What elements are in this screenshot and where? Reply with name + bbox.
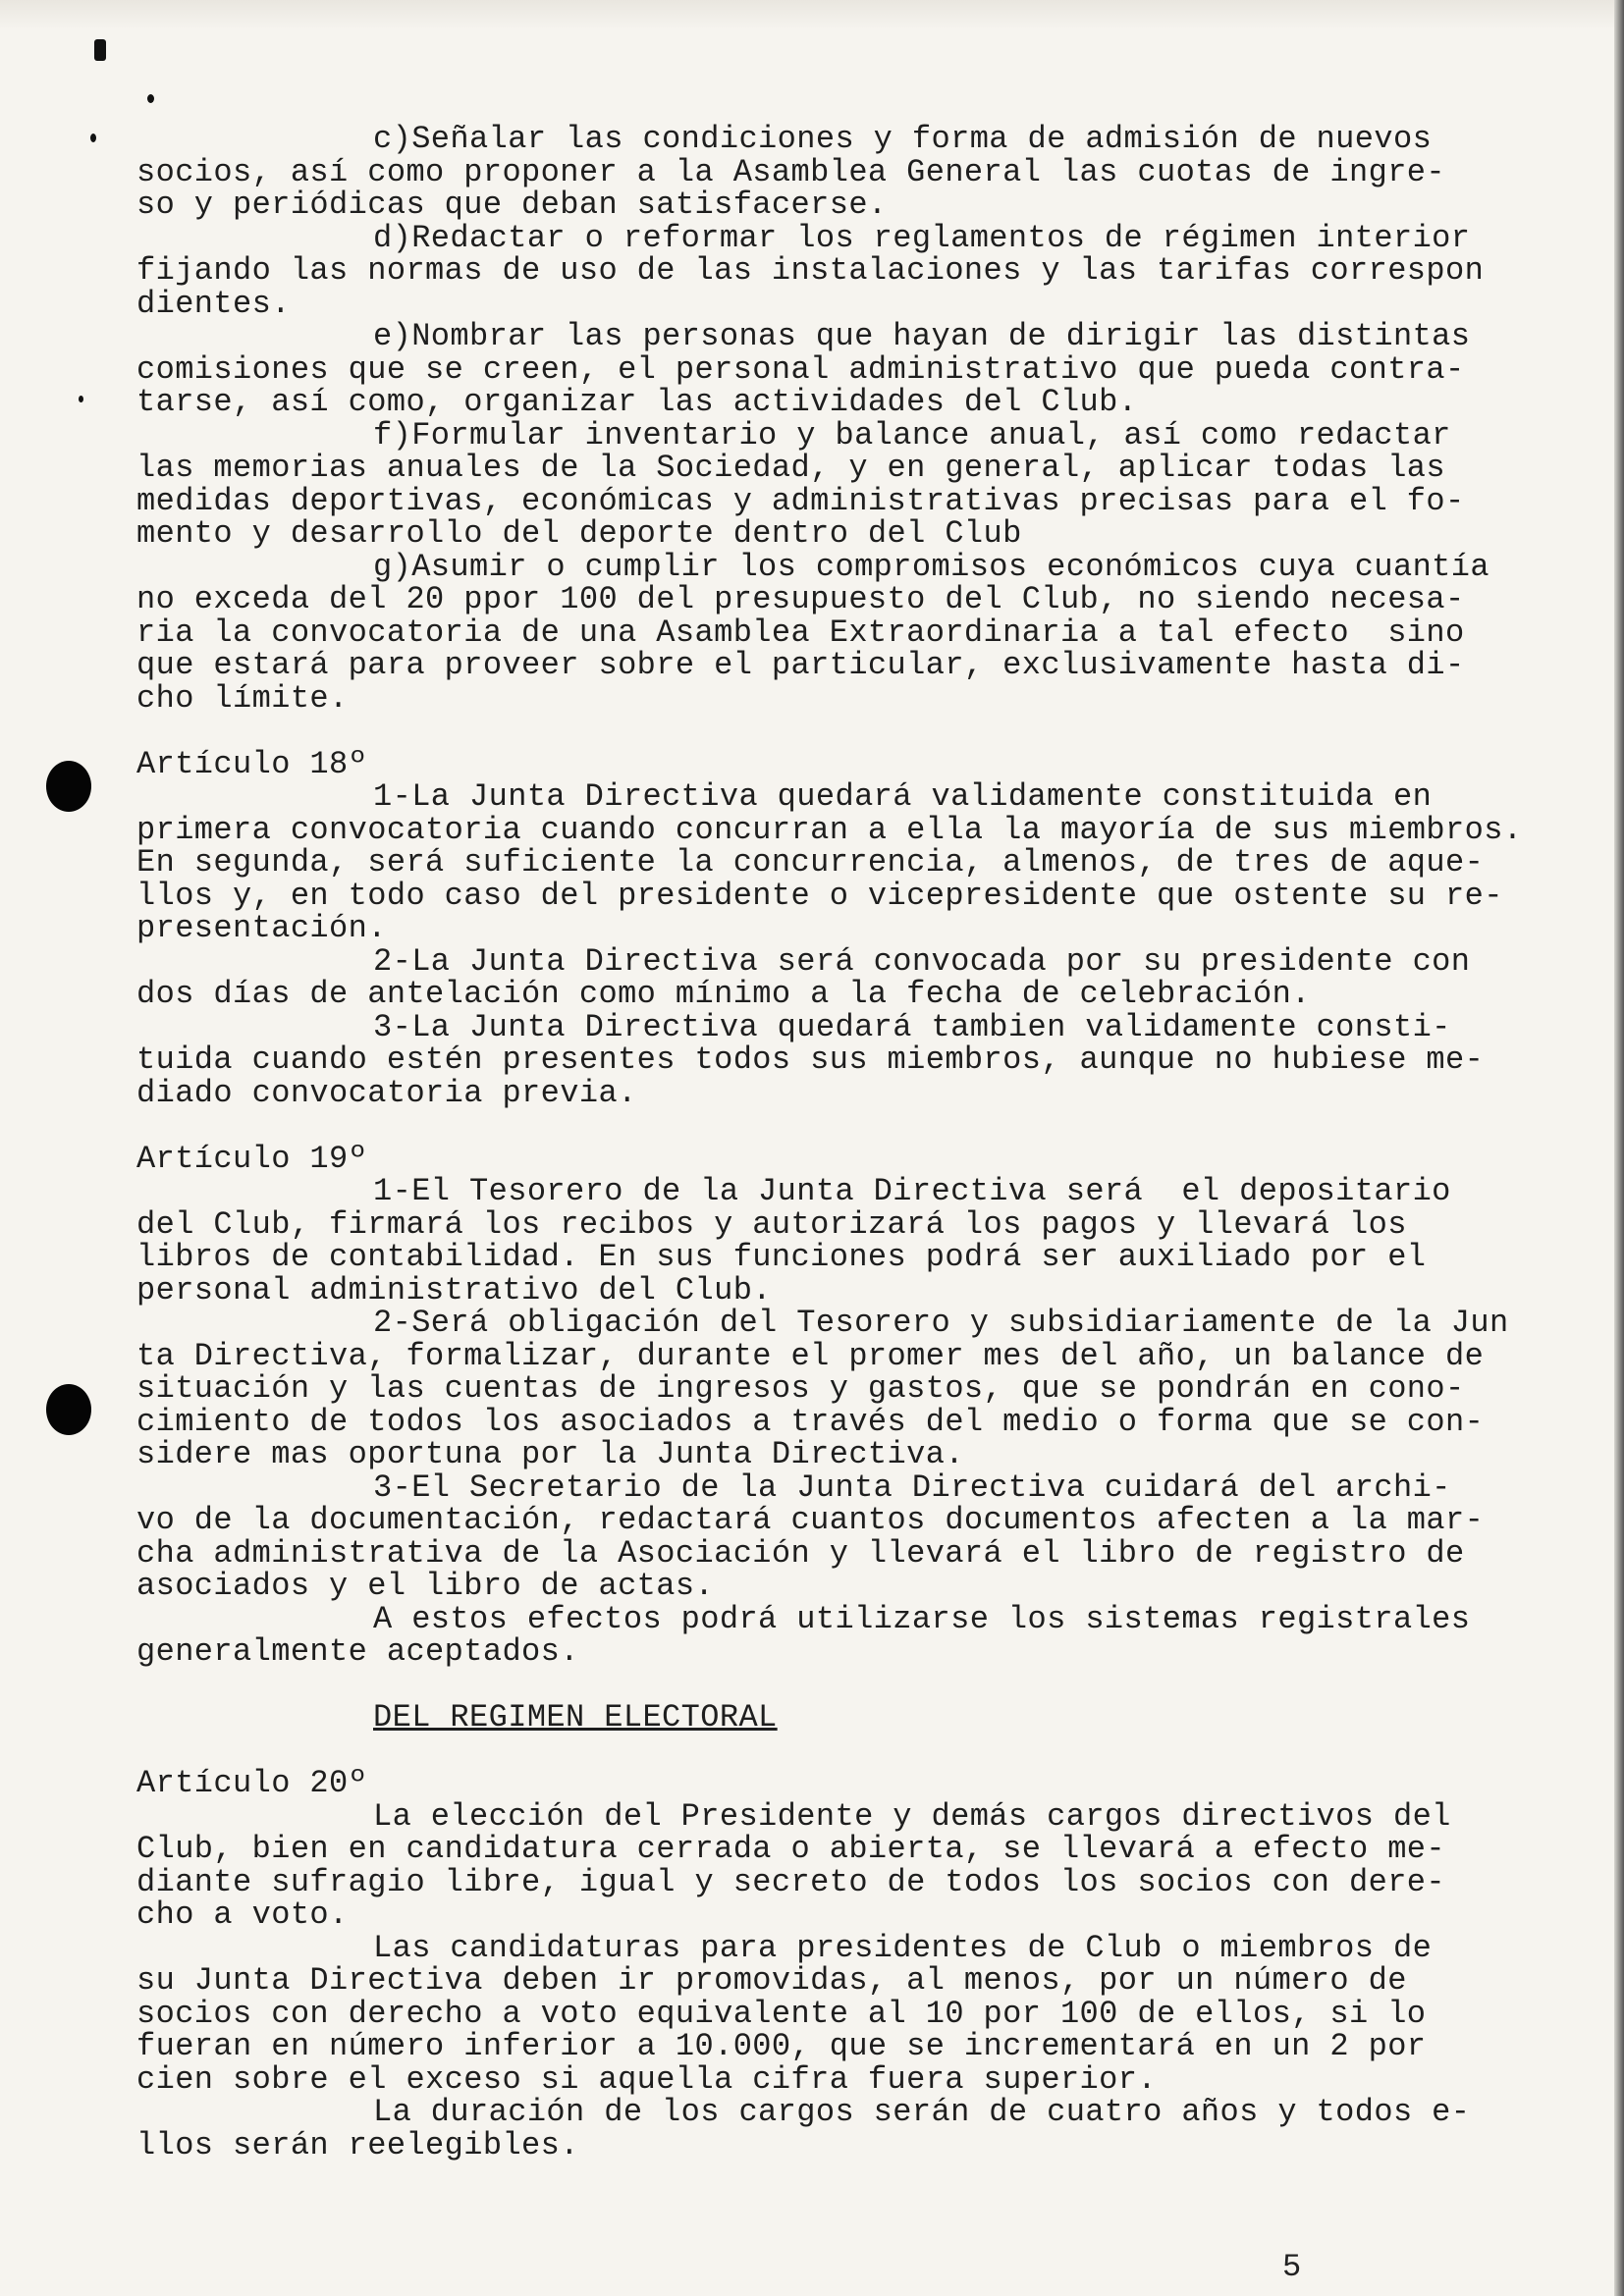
text-line: Las candidaturas para presidentes de Club o miembros de (373, 1929, 1433, 1966)
text-line: cien sobre el exceso si aquella cifra fuera superior. (136, 2060, 1157, 2098)
text-line: las memorias anuales de la Sociedad, y en general, aplicar todas las (136, 450, 1446, 486)
scan-page-edge (1614, 0, 1624, 2296)
text-line: del Club, firmará los recibos y autorizará los pagos y llevará los (136, 1205, 1407, 1243)
text-line: mento y desarrollo del deporte dentro del Club (136, 515, 1022, 552)
section-heading-text: DEL REGIMEN ELECTORAL (373, 1699, 778, 1735)
text-line: fueran en número inferior a 10.000, que se incrementará en un 2 por (136, 2028, 1427, 2064)
text-line: 2-Será obligación del Tesorero y subsidiariamente de la Jun (373, 1305, 1509, 1341)
speck-mark (79, 396, 83, 402)
text-line: 2-La Junta Directiva será convocada por su presidente con (373, 942, 1471, 980)
text-line: La duración de los cargos serán de cuatro años y todos e- (373, 2094, 1471, 2130)
text-line: fijando las normas de uso de las instalaciones y las tarifas correspon (136, 252, 1485, 289)
text-line: ria la convocatoria de una Asamblea Extraordinaria a tal efecto sino (136, 614, 1465, 651)
blank-line (136, 1109, 1550, 1143)
text-line: f)Formular inventario y balance anual, así como redactar (373, 416, 1451, 454)
text-line: llos y, en todo caso del presidente o vicepresidente que ostente su re- (136, 877, 1503, 914)
punch-hole (46, 1384, 91, 1435)
scan-top-shade (0, 0, 1624, 29)
text-line: cha administrativa de la Asociación y llevará el libro de registro de (136, 1534, 1465, 1572)
text-line: dientes. (136, 285, 291, 322)
text-line: generalmente aceptados. (136, 1633, 579, 1670)
punch-hole (46, 761, 91, 812)
text-line: cho a voto. (136, 1896, 349, 1933)
text-line: situación y las cuentas de ingresos y gastos, que se pondrán en cono- (136, 1370, 1465, 1407)
text-line: sidere mas oportuna por la Junta Directiva. (136, 1436, 964, 1472)
text-line: g)Asumir o cumplir los compromisos económicos cuya cuantía (373, 548, 1489, 585)
text-line: su Junta Directiva deben ir promovidas, al menos, por un número de (136, 1962, 1407, 1999)
text-line: comisiones que se creen, el personal administrativo que pueda contra- (136, 350, 1465, 388)
text-line: socios con derecho a voto equivalente al 10 por 100 de ellos, si lo (136, 1995, 1427, 2032)
text-line: A estos efectos podrá utilizarse los sistemas registrales (373, 1600, 1471, 1637)
text-line: so y periódicas que deban satisfacerse. (136, 187, 888, 223)
text-line: En segunda, será suficiente la concurrencia, almenos, de tres de aque- (136, 844, 1485, 881)
blank-line (136, 715, 1550, 748)
text-line: diante sufragio libre, igual y secreto de todos los socios con dere- (136, 1863, 1446, 1900)
text-line: no exceda del 20 ppor 100 del presupuesto del Club, no siendo necesa- (136, 581, 1465, 617)
text-line: cimiento de todos los asociados a través del medio o forma que se con- (136, 1403, 1485, 1440)
blank-line (136, 1735, 1550, 1768)
text-line: 3-La Junta Directiva quedará tambien validamente consti- (373, 1008, 1451, 1045)
speck-mark (90, 133, 96, 142)
text-line: 1-El Tesorero de la Junta Directiva será el depositario (373, 1173, 1451, 1209)
speck-mark (147, 94, 154, 103)
text-line: c)Señalar las condiciones y forma de admisión de nuevos (373, 121, 1433, 157)
text-line: 1-La Junta Directiva quedará validamente constituida en (373, 778, 1433, 815)
text-line: diado convocatoria previa. (136, 1074, 637, 1111)
text-line: Club, bien en candidatura cerrada o abierta, se llevará a efecto me- (136, 1831, 1446, 1867)
text-line: La elección del Presidente y demás cargos directivos del (373, 1797, 1451, 1835)
document-body (136, 123, 1550, 2162)
article-heading: Artículo 18º (136, 745, 368, 782)
text-line: tarse, así como, organizar las actividades del Club. (136, 384, 1138, 420)
text-line: libros de contabilidad. En sus funciones podrá ser auxiliado por el (136, 1239, 1427, 1275)
text-line: presentación. (136, 910, 387, 946)
text-line: tuida cuando estén presentes todos sus miembros, aunque no hubiese me- (136, 1041, 1485, 1078)
blank-line (136, 1669, 1550, 1702)
section-heading (136, 1701, 1550, 1735)
text-line: socios, así como proponer a la Asamblea General las cuotas de ingre- (136, 153, 1446, 190)
page-number: 5 (1282, 2249, 1302, 2285)
text-line: vo de la documentación, redactará cuantos documentos afecten a la mar- (136, 1502, 1485, 1538)
text-line: llos serán reelegibles. (136, 2126, 579, 2163)
text-line: 3-El Secretario de la Junta Directiva cuidará del archi- (373, 1468, 1451, 1506)
text-line: ta Directiva, formalizar, durante el promer mes del año, un balance de (136, 1337, 1485, 1374)
article-heading: Artículo 19º (136, 1140, 368, 1177)
text-line: cho límite. (136, 679, 349, 717)
article-heading: Artículo 20º (136, 1765, 368, 1801)
text-line: dos días de antelación como mínimo a la fecha de celebración. (136, 976, 1311, 1012)
text-line: e)Nombrar las personas que hayan de dirigir las distintas (373, 318, 1471, 354)
text-line: medidas deportivas, económicas y administrativas precisas para el fo- (136, 482, 1465, 519)
text-line: personal administrativo del Club. (136, 1271, 772, 1308)
corner-mark (94, 39, 106, 61)
text-line: d)Redactar o reformar los reglamentos de régimen interior (373, 219, 1471, 256)
text-line: asociados y el libro de actas. (136, 1568, 715, 1604)
text-line: que estará para proveer sobre el particular, exclusivamente hasta di- (136, 647, 1465, 683)
text-line: primera convocatoria cuando concurran a ella la mayoría de sus miembros. (136, 811, 1523, 848)
